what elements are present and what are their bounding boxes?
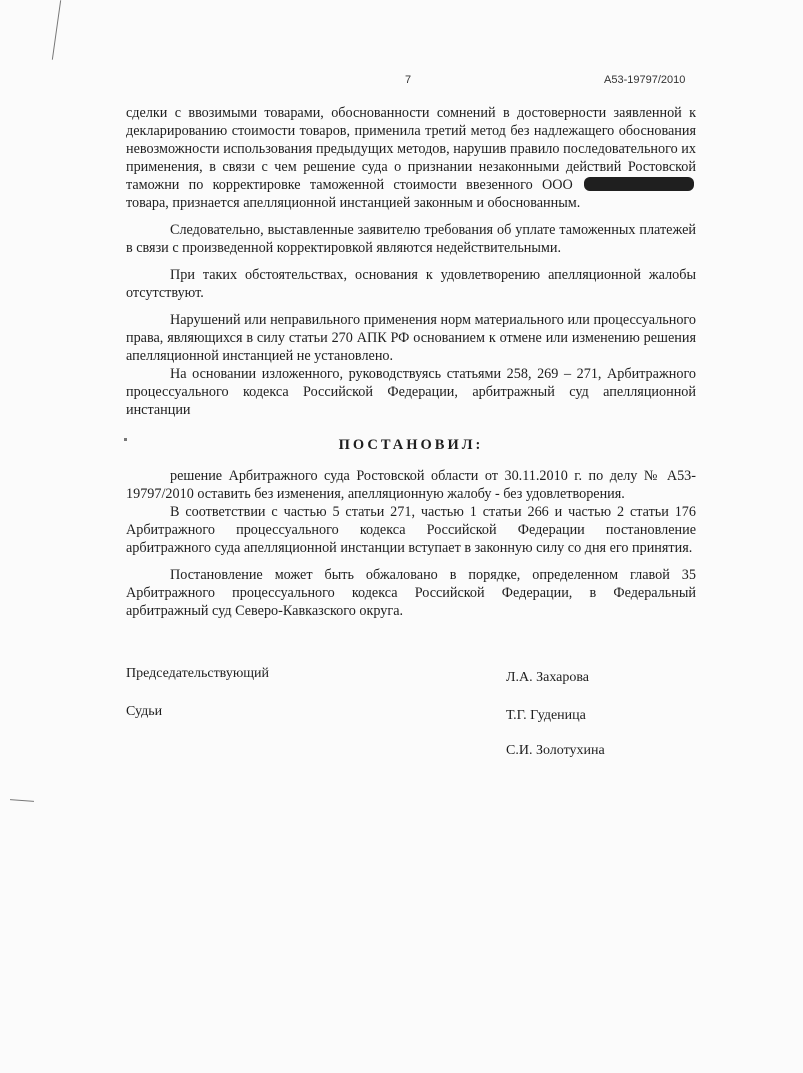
page-number: 7: [405, 74, 412, 86]
paragraph: Нарушений или неправильного применения норм материального или процессуального права, являющихся в силу статьи 270 АПК РФ основанием к отмене или изменению решения апелляционной инстанцией не установлено.: [126, 312, 696, 364]
judge-name-1: Т.Г. Гуденица: [506, 708, 586, 723]
judges-label: Судьи: [126, 704, 163, 719]
presiding-label: Председательствующий: [126, 666, 270, 681]
paragraph: Постановление может быть обжаловано в порядке, определенном главой 35 Арбитражного процессуального кодекса Российской Федерации, в Федеральный арбитражный суд Северо-Кавказского округа.: [126, 567, 696, 619]
scan-artifact: [124, 438, 127, 441]
redaction-mark: [584, 177, 694, 191]
judge-name-2: С.И. Золотухина: [506, 743, 605, 758]
paragraph: При таких обстоятельствах, основания к удовлетворению апелляционной жалобы отсутствуют.: [126, 267, 696, 301]
paragraph-text: товара, признается апелляционной инстанцией законным и обоснованным.: [126, 195, 581, 211]
scan-artifact: [52, 0, 61, 60]
paragraph: решение Арбитражного суда Ростовской области от 30.11.2010 г. по делу № А53-19797/2010 оставить без изменения, апелляционную жалобу - без удовлетворения.: [126, 468, 696, 502]
paragraph: Следовательно, выставленные заявителю требования об уплате таможенных платежей в связи с произведенной корректировкой являются недействительными.: [126, 222, 696, 256]
document-body: [126, 104, 696, 620]
paragraph: На основании изложенного, руководствуясь статьями 258, 269 – 271, Арбитражного процессуального кодекса Российской Федерации, арбитражный суд апелляционной инстанции: [126, 366, 696, 418]
paragraph: [126, 104, 696, 212]
paragraph-text: сделки с ввозимыми товарами, обоснованности сомнений в достоверности заявленной к декларированию стоимости товаров, применила третий метод без надлежащего обоснования невозможности использования предыдущих методов, нарушив правило последовательного их применения, в связи с чем решение суда о признании незаконными действий Ростовской таможни по корректировке таможенной стоимости ввезенного ООО: [126, 105, 696, 193]
case-number: А53-19797/2010: [604, 74, 686, 86]
paragraph: В соответствии с частью 5 статьи 271, частью 1 статьи 266 и частью 2 статьи 176 Арбитражного процессуального кодекса Российской Федерации постановление арбитражного суда апелляционной инстанции вступает в законную силу со дня его принятия.: [126, 504, 696, 556]
presiding-name: Л.А. Захарова: [506, 670, 590, 685]
scan-artifact: [10, 799, 34, 802]
resolution-heading: ПОСТАНОВИЛ:: [338, 437, 484, 453]
